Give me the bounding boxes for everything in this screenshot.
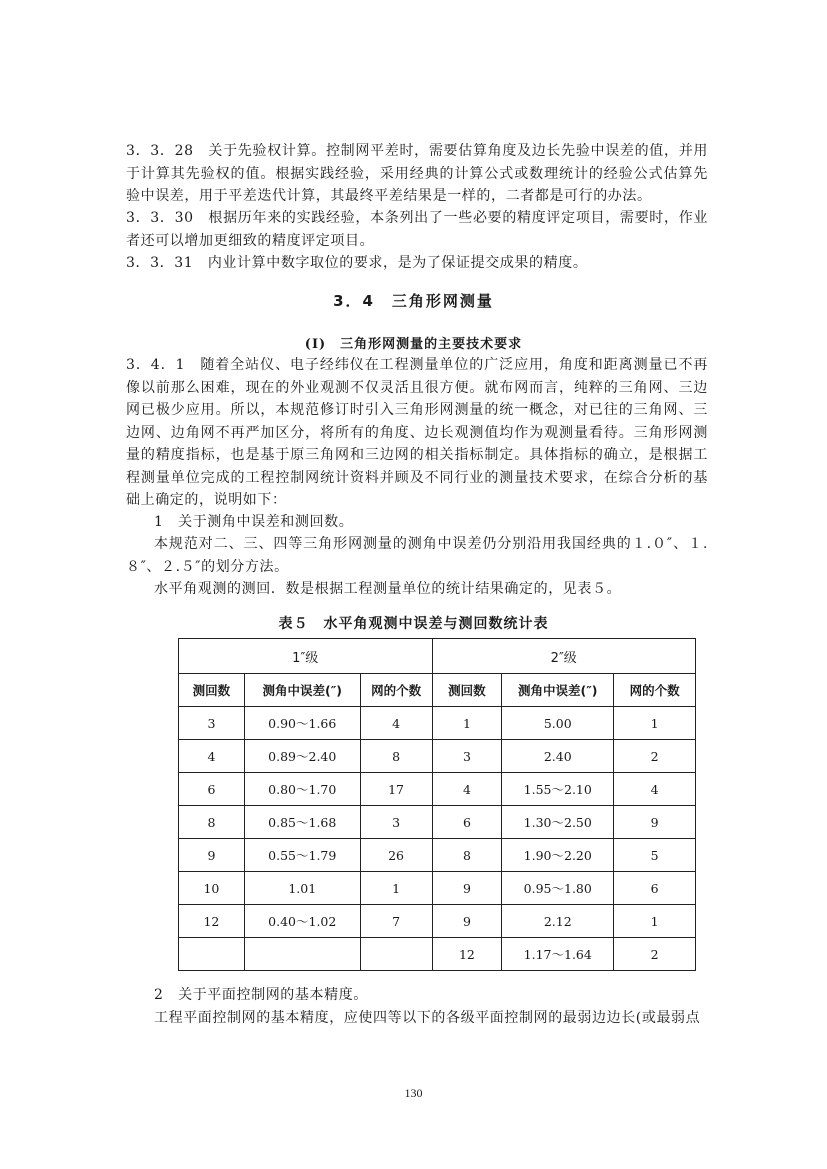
item1-text: 本规范对二、三、四等三角形网测量的测角中误差仍分别沿用我国经典的１.０″、１.８″、２.５″的划分方法。 [126, 536, 708, 575]
table-cell: 0.55～1.79 [244, 839, 360, 872]
paragraph-3-3-30: 3．3．30 根据历年来的实践经验，本条列出了一些必要的精度评定项目，需要时，作业者还可以增加更细致的精度评定项目。 [126, 210, 708, 249]
table-cell: 12 [179, 905, 245, 938]
table-cell: 4 [179, 740, 245, 773]
table-cell: 0.40～1.02 [244, 905, 360, 938]
section-title: 3．4 三角形网测量 [333, 292, 494, 310]
table-cell [360, 938, 432, 971]
table-row [179, 740, 696, 773]
table-row [179, 938, 696, 971]
table-cell: 3 [360, 806, 432, 839]
table-cell: 6 [179, 773, 245, 806]
table-cell: 3 [432, 740, 502, 773]
table-cell: 8 [432, 839, 502, 872]
table-row [179, 707, 696, 740]
column-header: 测角中误差(″) [244, 674, 360, 707]
table-body [179, 707, 696, 971]
table-cell: 2 [614, 740, 696, 773]
table-cell: 7 [360, 905, 432, 938]
table-caption: 表５ 水平角观测中误差与测回数统计表 [278, 616, 549, 632]
item2-text: 工程平面控制网的基本精度，应使四等以下的各级平面控制网的最弱边边长(或最弱点 [154, 1010, 701, 1026]
table-cell: 1.01 [244, 872, 360, 905]
column-header: 网的个数 [614, 674, 696, 707]
table-row [179, 773, 696, 806]
paragraph-3-3-28: 3．3．28 关于先验权计算。控制网平差时，需要估算角度及边长先验中误差的值，并用于计算其先验权的值。根据实践经验，采用经典的计算公式或数理统计的经验公式估算先验中误差，用于平差迭代计算，其最终平差结果是一样的，二者都是可行的办法。 [126, 143, 708, 204]
table-cell: 9 [432, 905, 502, 938]
table-cell: 1.30～2.50 [502, 806, 614, 839]
table-cell: 2.12 [502, 905, 614, 938]
table-header-row [179, 674, 696, 707]
group-header-1-second: 1″级 [179, 639, 433, 674]
table-cell: 4 [432, 773, 502, 806]
table-cell: 9 [179, 839, 245, 872]
table-cell: 0.89～2.40 [244, 740, 360, 773]
table-cell: 2.40 [502, 740, 614, 773]
table-cell: 5.00 [502, 707, 614, 740]
table-cell: 4 [614, 773, 696, 806]
statistics-table [178, 638, 696, 971]
table-cell: 1 [614, 905, 696, 938]
table-group-header-row [179, 639, 696, 674]
table-cell: 6 [614, 872, 696, 905]
table-cell: 3 [179, 707, 245, 740]
table-cell: 1.55～2.10 [502, 773, 614, 806]
paragraph-3-4-1: 3．4．1 随着全站仪、电子经纬仪在工程测量单位的广泛应用，角度和距离测量已不再像以前那么困难，现在的外业观测不仅灵活且很方便。就布网而言，纯粹的三角网、三边网已极少应用。所以，本规范修订时引入三角形网测量的统一概念，对已往的三角网、三边网、边角网不再严加区分，将所有的角度、边长观测值均作为观测量看待。三角形网测量的精度指标，也是基于原三角网和三边网的相关指标制定。具体指标的确立，是根据工程测量单位完成的工程控制网统计资料并顾及不同行业的测量技术要求，在综合分析的基础上确定的，说明如下： [126, 357, 708, 508]
table-cell: 12 [432, 938, 502, 971]
item1-heading: 1 关于测角中误差和测回数。 [154, 514, 354, 530]
table-row [179, 872, 696, 905]
table-cell: 10 [179, 872, 245, 905]
item1-text-table-ref: 水平角观测的测回．数是根据工程测量单位的统计结果确定的，见表５。 [154, 581, 622, 597]
subsection-title: (Ⅰ) 三角形网测量的主要技术要求 [304, 337, 523, 352]
column-header: 测回数 [432, 674, 502, 707]
table-cell: 6 [432, 806, 502, 839]
table-cell: 0.90～1.66 [244, 707, 360, 740]
table-cell [244, 938, 360, 971]
page-number: 130 [404, 1086, 423, 1100]
table-cell: 0.95～1.80 [502, 872, 614, 905]
table-cell: 17 [360, 773, 432, 806]
table-cell: 1 [614, 707, 696, 740]
table-row [179, 839, 696, 872]
table-cell: 9 [432, 872, 502, 905]
table-cell: 1 [360, 872, 432, 905]
column-header: 测角中误差(″) [502, 674, 614, 707]
table-row [179, 905, 696, 938]
table-cell [179, 938, 245, 971]
table-cell: 2 [614, 938, 696, 971]
column-header: 网的个数 [360, 674, 432, 707]
paragraph-3-3-31: 3．3．31 内业计算中数字取位的要求，是为了保证提交成果的精度。 [126, 255, 588, 271]
table-cell: 4 [360, 707, 432, 740]
table-row [179, 806, 696, 839]
column-header: 测回数 [179, 674, 245, 707]
table-cell: 26 [360, 839, 432, 872]
table-cell: 1.17～1.64 [502, 938, 614, 971]
item2-heading: 2 关于平面控制网的基本精度。 [154, 987, 368, 1003]
table-cell: 5 [614, 839, 696, 872]
table-cell: 9 [614, 806, 696, 839]
table-cell: 0.85～1.68 [244, 806, 360, 839]
table-cell: 0.80～1.70 [244, 773, 360, 806]
group-header-2-second: 2″级 [432, 639, 696, 674]
table-cell: 8 [360, 740, 432, 773]
table-cell: 8 [179, 806, 245, 839]
table-cell: 1 [432, 707, 502, 740]
table-cell: 1.90～2.20 [502, 839, 614, 872]
